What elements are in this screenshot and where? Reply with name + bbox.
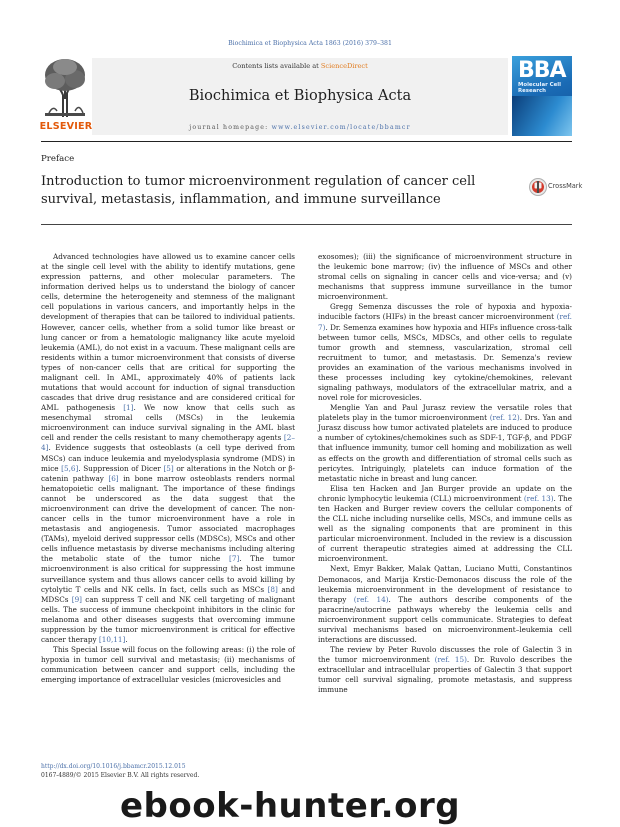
homepage-prefix: journal homepage: — [189, 124, 272, 131]
article-title: Introduction to tumor microenvironment regulation of cancer cell survival, metastasis, inflammation, and immune surveillance — [41, 174, 476, 207]
reference-link[interactable]: [9] — [71, 594, 83, 604]
paragraph: Menglie Yan and Paul Jurasz review the versatile roles that platelets play in the tumor microenvironment (ref. 12). Drs. Yan and Jurasz discuss how tumor activated platelets are induced to produce a number of cytokines/chemokines such as SDF-1, TGF-β, and PDGF that influence immunity, tumor cell homing and mobilization as well as effects on the growth and differentiation of stromal cells such as pericytes. Intriguingly, platelets can induce formation of the metastatic niche in breast and lung cancer. — [318, 403, 572, 483]
section-label: Preface — [41, 154, 75, 164]
contents-available — [92, 62, 508, 70]
copyright-line: 0167-4889/© 2015 Elsevier B.V. All rights reserved. — [41, 772, 200, 779]
doi-link[interactable]: http://dx.doi.org/10.1016/j.bbamcr.2015.12.015 — [41, 763, 186, 770]
sciencedirect-link[interactable]: ScienceDirect — [320, 62, 368, 70]
reference-link[interactable]: [7] — [229, 554, 240, 564]
reference-link[interactable]: [8] — [267, 584, 278, 594]
right-column — [318, 252, 572, 695]
reference-link[interactable]: [5,6] — [61, 463, 79, 473]
paragraph: exosomes); (iii) the significance of microenvironment structure in the leukemic bone marrow; (iv) the influence of MSCs and other stromal cells on signaling in cancer cells and vice-versa; and (v) mechanisms that suppress immune surveillance in the tumor microenvironment. — [318, 252, 572, 302]
journal-homepage — [92, 124, 508, 131]
reference-link[interactable]: [2–4] — [41, 433, 295, 453]
paragraph: Advanced technologies have allowed us to examine cancer cells at the single cell level with the ability to identify mutations, gene expression patterns, and other molecular parameters. The information derived helps us to understand the biology of cancer cells, determine the heterogeneity and stemness of the malignant cell populations in various cancers, and importantly helps in the development of therapies that can be tailored to individual patients. However, cancer cells, whether from a solid tumor like breast or lung cancer or from a hematologic malignancy like acute myeloid leukemia (AML), do not exist in a vacuum. These malignant cells are residents within a tumor microenvironment that consists of diverse types of non-cancer cells that are critical for supporting the malignant cell. In AML, approximately 40% of patients lack mutations that would account for induction of signal transduction cascades that drive drug resistance and are considered critical for AML pathogenesis [1]. We now know that cells such as mesenchymal stromal cells (MSCs) in the leukemia microenvironment can induce survival signaling in the AML blast cell and render the cells resistant to many chemotherapy agents [2–4]. Evidence suggests that osteoblasts (a cell type derived from MSCs) can induce leukemia and myelodysplasia syndrome (MDS) in mice [5,6]. Suppression of Dicer [5] or alterations in the Notch or β-catenin pathway [6] in bone marrow osteoblasts renders normal hematopoietic cells malignant. The importance of these findings cannot be underscored as the data suggest that the microenvironment can drive the development of cancer. The non-cancer cells in the tumor microenvironment have a role in metastasis and angiogenesis. Tumor associated macrophages (TAMs), myeloid derived suppressor cells (MDSCs), MSCs and other cells influence metastasis by diverse mechanisms including altering the metabolic state of the tumor niche [7]. The tumor microenvironment is also critical for suppressing the host immune surveillance system and thus allows cancer cells to avoid killing by cytolytic T cells and NK cells. In fact, cells such as MSCs [8] and MDSCs [9] can suppress T cell and NK cell targeting of malignant cells. The success of immune checkpoint inhibitors in the clinic for melanoma and other diseases suggests that overcoming immune suppression by the tumor microenvironment is critical for effective cancer therapy [10,11]. — [41, 252, 295, 644]
crossmark-label[interactable]: CrossMark — [548, 182, 583, 190]
cover-letters: BBA — [518, 58, 566, 83]
cover-graphic — [512, 96, 572, 136]
header-divider — [41, 141, 572, 142]
journal-citation[interactable]: Biochimica et Biophysica Acta 1863 (2016) 379–381 — [228, 40, 392, 47]
paragraph: Gregg Semenza discusses the role of hypoxia and hypoxia-inducible factors (HIFs) in the breast cancer microenvironment (ref. 7). Dr. Semenza examines how hypoxia and HIFs influence cross-talk between tumor cells, MSCs, MDSCs, and other cells to regulate tumor growth and stemness, vascularization, stromal cell recruitment to tumor, and metastasis. Dr. Semenza's review provides an examination of the various mechanisms involved in these processes including key cytokine/chemokines, relevant signaling pathways, modulators of the extracellular matrix, and a novel role for microvesicles. — [318, 302, 572, 403]
paragraph: This Special Issue will focus on the following areas: (i) the role of hypoxia in tumor cell survival and metastasis; (ii) mechanisms of communication between cancer and support cells, including the emerging importance of extracellular vesicles (microvesicles and — [41, 645, 295, 685]
reference-link[interactable]: [5] — [163, 463, 174, 473]
title-divider — [41, 224, 572, 225]
reference-link[interactable]: (ref. 13) — [523, 493, 554, 503]
reference-link[interactable]: [1] — [123, 403, 134, 413]
contents-prefix: Contents lists available at — [232, 62, 321, 70]
reference-link[interactable]: (ref. 12) — [489, 413, 520, 423]
reference-link[interactable]: [6] — [108, 473, 119, 483]
reference-link[interactable]: (ref. 14) — [353, 594, 389, 604]
homepage-link[interactable]: www.elsevier.com/locate/bbamcr — [271, 124, 411, 131]
paragraph: Next, Emyr Bakker, Malak Qattan, Luciano Mutti, Constantinos Demonacos, and Marija Krstic-Demonacos discuss the role of the leukemia microenvironment in the development of resistance to therapy (ref. 14). The authors describe components of the paracrine/autocrine pathways whereby the leukemia cells and microenvironment support cells communicate. Strategies to defeat survival mechanisms based on microenvironment–leukemia cell interactions are discussed. — [318, 564, 572, 644]
journal-title: Biochimica et Biophysica Acta — [188, 88, 412, 104]
paragraph: The review by Peter Ruvolo discusses the role of Galectin 3 in the tumor microenvironment (ref. 15). Dr. Ruvolo describes the extracellular and intracellular properties of Galectin 3 that support tumor cell survival signaling, promote metastasis, and suppress immune — [318, 645, 572, 695]
cover-subtitle: Molecular Cell Research — [518, 82, 561, 94]
reference-link[interactable]: (ref. 15) — [434, 655, 467, 665]
paragraph: Elisa ten Hacken and Jan Burger provide an update on the chronic lymphocytic leukemia (CLL) microenvironment (ref. 13). The ten Hacken and Burger review covers the cellular components of the CLL niche including nurselike cells, MSCs, and immune cells as well as the signaling components that are prominent in this particular microenvironment. Included in the review is a discussion of current therapeutic strategies aimed at addressing the CLL microenvironment. — [318, 483, 572, 564]
elsevier-wordmark: ELSEVIER — [39, 121, 93, 132]
reference-link[interactable]: (ref. 7) — [318, 312, 572, 332]
journal-cover-image — [512, 56, 572, 136]
reference-link[interactable]: [10,11] — [98, 634, 126, 644]
watermark-text: ebook-hunter.org — [120, 786, 461, 826]
left-column — [41, 252, 295, 685]
